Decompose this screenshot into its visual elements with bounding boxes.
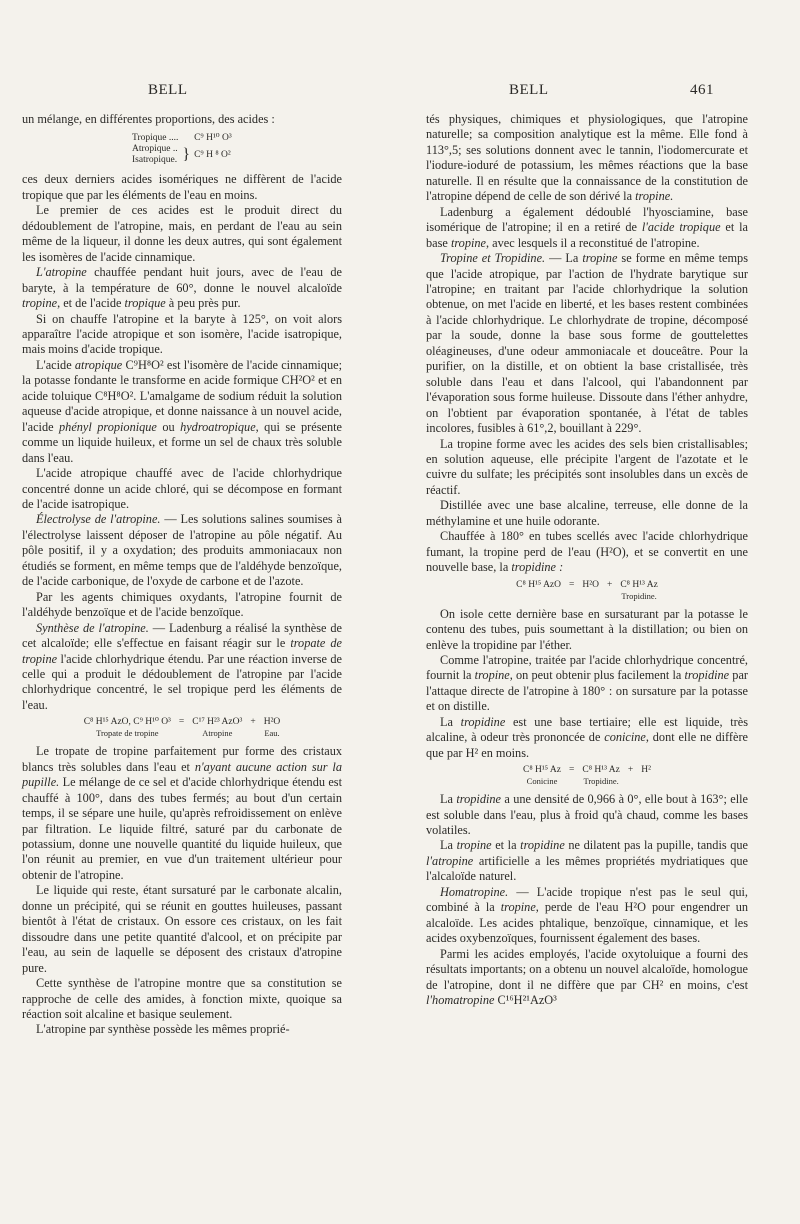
- paragraph: La tropidine a une densité de 0,966 à 0°, elle bout à 163°; elle est soluble dans l'eau, plus à froid qu'à chaud, comme les bases volatiles.: [426, 792, 749, 838]
- paragraph: Homatropine. — L'acide tropique n'est pas le seul qui, combiné à la tropine, perde de l'eau H²O pour engendrer un alcaloïde. Les acides phtalique, benzoïque, cinnamique, et les acides oxybenzoïques, fournissent également des bases.: [426, 884, 748, 946]
- paragraph: un mélange, en différentes proportions, des acides :: [22, 112, 275, 126]
- acid-name: Isatropique.: [132, 155, 178, 166]
- paragraph: Le tropate de tropine parfaitement pur forme des cristaux blancs très solubles dans l'eau et n'ayant aucune action sur la pupille. Le mélange de ce sel et d'acide chlorhydrique étendu est chauffé à 100°, dans des tubes fermés; au bout d'un certain temps, il se sépare une huile, qu'après refroidissement on enlève par filtration. Le liquide filtré, saturé par du carbonate de potassium, donne une nouvelle quantité du liquide huileux, que l'on réunit au premier, en vue d'un traitement ultérieur pour obtenir de l'atropine.: [22, 744, 342, 882]
- paragraph: On isole cette dernière base en sursaturant par la potasse le contenu des tubes, puis soumettant à la distillation; ou bien on enlève la tropidine par l'éther.: [426, 606, 748, 652]
- paragraph: Ladenburg a également dédoublé l'hyosciamine, base isomérique de l'atropine; il en a retiré de l'acide tropique et la base tropine, avec lesquels il a reconstitué de l'atropine.: [426, 204, 749, 250]
- equation-tropidine: C⁸ H¹⁵ AzO = H²O + C⁸ H¹³ Az Tropidine.: [516, 579, 658, 601]
- paragraph: Distillée avec une base alcaline, terreuse, elle donne de la méthylamine et une huile odorante.: [426, 498, 748, 528]
- paragraph: ces deux derniers acides isomériques ne diffèrent de l'acide tropique que par les éléments de l'eau en moins.: [22, 172, 342, 202]
- equation-conicine: C⁸ H¹⁵ Az = C⁸ H¹³ Az + H² Conicine Tropidine.: [523, 765, 651, 787]
- acid-name: Atropique ..: [132, 144, 178, 155]
- equation-synthesis: C⁸ H¹⁵ AzO, C⁹ H¹⁰ O³ = C¹⁷ H²³ AzO³ + H²O Tropate de tropine Atropine Eau.: [83, 717, 281, 739]
- paragraph: Par les agents chimiques oxydants, l'atropine fournit de l'aldéhyde benzoïque et de l'acide benzoïque.: [22, 589, 342, 620]
- brace-icon: }: [182, 146, 191, 164]
- paragraph: Chauffée à 180° en tubes scellés avec l'acide chlorhydrique fumant, la tropine perd de l'eau (H²O), et se convertit en une nouvelle base, la tropidine :: [426, 529, 748, 575]
- paragraph: Tropine et Tropidine. — La tropine se forme en même temps que l'acide atropique, par l'action de l'hydrate barytique sur l'atropine; en traitant par l'acide chlorhydrique la solution obtenue, on met l'acide en liberté, et les bases restent combinées à l'acide chlorhydrique. Le chlorhydrate de tropine, décomposé par la soude, donne la base sous forme de gouttelettes oléagineuses, d'une odeur ammoniacale et douceâtre. Pour la purifier, on la distille, et on obtient la base cristallisée, très soluble dans l'eau et dans l'alcool, qui l'abandonnent par l'évaporation sous forme huileuse. Dissoute dans l'éther anhydre, on l'obtient par évaporation spontanée, à l'état de tables incolores, fusibles à 61°,2, bouillant à 229°.: [426, 251, 748, 436]
- paragraph: L'atropine par synthèse possède les mêmes proprié-: [36, 1022, 290, 1037]
- paragraph: Comme l'atropine, traitée par l'acide chlorhydrique concentré, fournit la tropine, on peut obtenir plus facilement la tropidine par l'attaque directe de l'atropine à 180° : on sursature par la potasse et on distille.: [426, 652, 749, 714]
- left-column: [22, 112, 342, 1038]
- page-number: 461: [690, 82, 714, 98]
- paragraph: Électrolyse de l'atropine. — Les solutions salines soumises à l'électrolyse laissent déposer de l'atropine au pôle négatif. Au pôle positif, il y a oxydation; des produits ammoniacaux non étudiés se forment, en même temps que de l'aldéhyde benzoïque, de l'acide carbonique, de l'oxyde de carbone et de l'azote.: [22, 512, 342, 589]
- acids-formula-block: [132, 133, 342, 166]
- paragraph: La tropine forme avec les acides des sels bien cristallisables; en solution aqueuse, elle précipite l'argent de l'azotate et le cuivre du sulfate; les précipités sont insolubles dans un excès de réactif.: [426, 436, 748, 497]
- acid-name: Tropique ....: [132, 133, 179, 144]
- running-head: [0, 82, 800, 104]
- paragraph: L'acide atropique chauffé avec de l'acide chlorhydrique concentré donne un acide chloré, qui se décompose en formant de l'acide isatropique.: [22, 466, 342, 511]
- right-column: [426, 112, 748, 1008]
- header-title-right: BELL: [509, 82, 549, 98]
- paragraph: Si on chauffe l'atropine et la baryte à 125°, on voit alors apparaître l'acide atropique et son isomère, l'acide isatropique, mais moins d'acide tropique.: [22, 311, 342, 357]
- acid-formula: C⁹ H¹⁰ O³: [194, 133, 232, 144]
- paragraph: Le liquide qui reste, étant sursaturé par le carbonate alcalin, donne un précipité, qui se réunit en gouttes huileuses, passant bientôt à l'état de cristaux. On essore ces cristaux, on les fait dissoudre dans une petite quantité d'alcool, et on précipite par l'eau, au sein de laquelle se déposent des cristaux d'atropine pure.: [22, 883, 342, 975]
- paragraph: Synthèse de l'atropine. — Ladenburg a réalisé la synthèse de cet alcaloïde; elle s'effectue en faisant réagir sur le tropate de tropine l'acide chlorhydrique étendu. Par une réaction inverse de celle qui a produit le dédoublement de l'atropine par l'acide chlorhydrique concentré, le sel tropique perd les éléments de l'eau.: [22, 620, 342, 712]
- paragraph: Le premier de ces acides est le produit direct du dédoublement de l'atropine, mais, en perdant de l'eau au sein même de la liqueur, il donne les deux autres, qui sont également les isomères de l'acide cinnamique.: [22, 203, 342, 264]
- paragraph: L'atropine chauffée pendant huit jours, avec de l'eau de baryte, à la température de 60°, donne le nouvel alcaloïde tropine, et de l'acide tropique à peu près pur.: [22, 265, 342, 311]
- paragraph: La tropidine est une base tertiaire; elle est liquide, très alcaline, à odeur très prononcée de conicine, dont elle ne diffère que par H² en moins.: [426, 714, 748, 760]
- paragraph: La tropine et la tropidine ne dilatent pas la pupille, tandis que l'atropine artificielle a les mêmes propriétés mydriatiques que l'alcaloïde naturel.: [426, 838, 748, 884]
- acid-formula: C⁹ H ⁸ O²: [194, 149, 231, 160]
- paragraph: L'acide atropique C⁹H⁸O² est l'isomère de l'acide cinnamique; la potasse fondante le transforme en acide formique CH²O² et en acide toluique C⁸H⁸O². L'amalgame de sodium réduit la solution aqueuse d'acide atropique, et donne naissance à un nouvel acide, l'acide phényl propionique ou hydroatropique, qui se présente comme un liquide huileux, et forme un sel de chaux très soluble dans l'eau.: [22, 357, 342, 465]
- header-title-left: BELL: [148, 82, 188, 98]
- paragraph: Parmi les acides employés, l'acide oxytoluique a fourni des résultats importants; on a obtenu un nouvel alcaloïde, homologue de l'atropine, dont il ne diffère que par CH² en moins, c'est l'homatropine C¹⁶H²¹AzO³: [426, 946, 748, 1008]
- paragraph: tés physiques, chimiques et physiologiques, que l'atropine naturelle; sa composition analytique est la même. Elle fond à 113°,5; ses solutions donnent avec le tannin, l'iodomercurate et l'iodure-ioduré de potassium, les mêmes réactions que la base naturelle. Il en résulte que la connaissance de la constitution de l'atropine dépend de celle de son dérivé la tropine.: [426, 112, 748, 204]
- paragraph: Cette synthèse de l'atropine montre que sa constitution se rapproche de celle des amides, à fonction mixte, quoique sa réaction soit alcaline et basique seulement.: [22, 976, 342, 1022]
